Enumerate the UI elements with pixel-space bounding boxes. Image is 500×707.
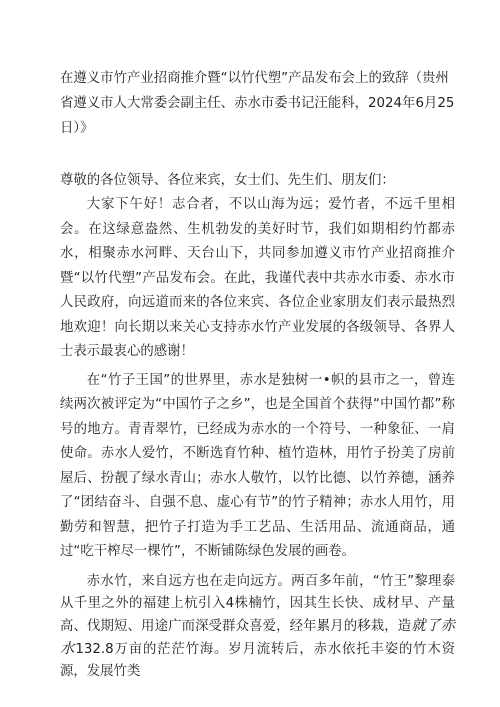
paragraph-italic-text: 就了赤水 bbox=[60, 617, 456, 657]
paragraph-bamboo-kingdom: 在“竹子王国”的世界里，赤水是独树一•帜的县市之一，曾连续两次被评定为“中国竹子之乡”，也是全国首个获得“中国竹都”称号的地方。青青翠竹，已经成为赤水的一个符号、一种象征、一肩使命。赤水人爱竹，不断选育竹种、植竹造林，用竹子扮美了房前屋后、扮靓了绿水青山；赤水人敬竹，以竹比德、以竹养德，涵养了“团结奋斗、自强不息、虚心有节”的竹子精神；赤水人用竹，用勤劳和智慧，把竹子打造为手工艺品、生活用品、流通商品，通过“吃干榨尽一棵竹”，不断铺陈绿色发展的画卷。 bbox=[60, 372, 455, 559]
paragraph-bamboo-history bbox=[60, 571, 455, 683]
paragraph-text-start: 赤水竹，来自远方也在走向远方。两百多年前，“竹王”黎理泰从千里之外的福建上杭引入4株楠竹，因其生长快、成材早、产量高、伐期短、用途广而深受群众喜爱，经年累月的移栽，造 bbox=[60, 573, 455, 634]
document-page bbox=[60, 66, 455, 683]
paragraph-text-end: 132.8万亩的茫茫竹海。岁月流转后，赤水依托丰姿的竹木资源，发展竹类 bbox=[60, 641, 456, 679]
document-title: 在遵义市竹产业招商推介暨“以竹代塑”产品发布会上的致辞（贵州省遵义市人大常委会副主任、赤水市委书记汪能科，2024年6月25日）》 bbox=[60, 71, 455, 136]
paragraph-opening: 大家下午好！志合者，不以山海为远；爱竹者，不远千里相会。在这绿意盎然、生机勃发的美好时节，我们如期相约竹都赤水，相聚赤水河畔、天台山下，共同参加遵义市竹产业招商推介暨“以竹代塑”产品发布会。在此，我谨代表中共赤水市委、赤水市人民政府，向远道而来的各位来宾、各位企业家朋友们表示最热烈地欢迎！向长期以来关心支持赤水竹产业发展的各级领导、各界人士表示最衷心的感谢！ bbox=[60, 197, 455, 359]
salutation: 尊敬的各位领导、各位来宾，女士们、先生们、朋友们： bbox=[60, 173, 395, 188]
